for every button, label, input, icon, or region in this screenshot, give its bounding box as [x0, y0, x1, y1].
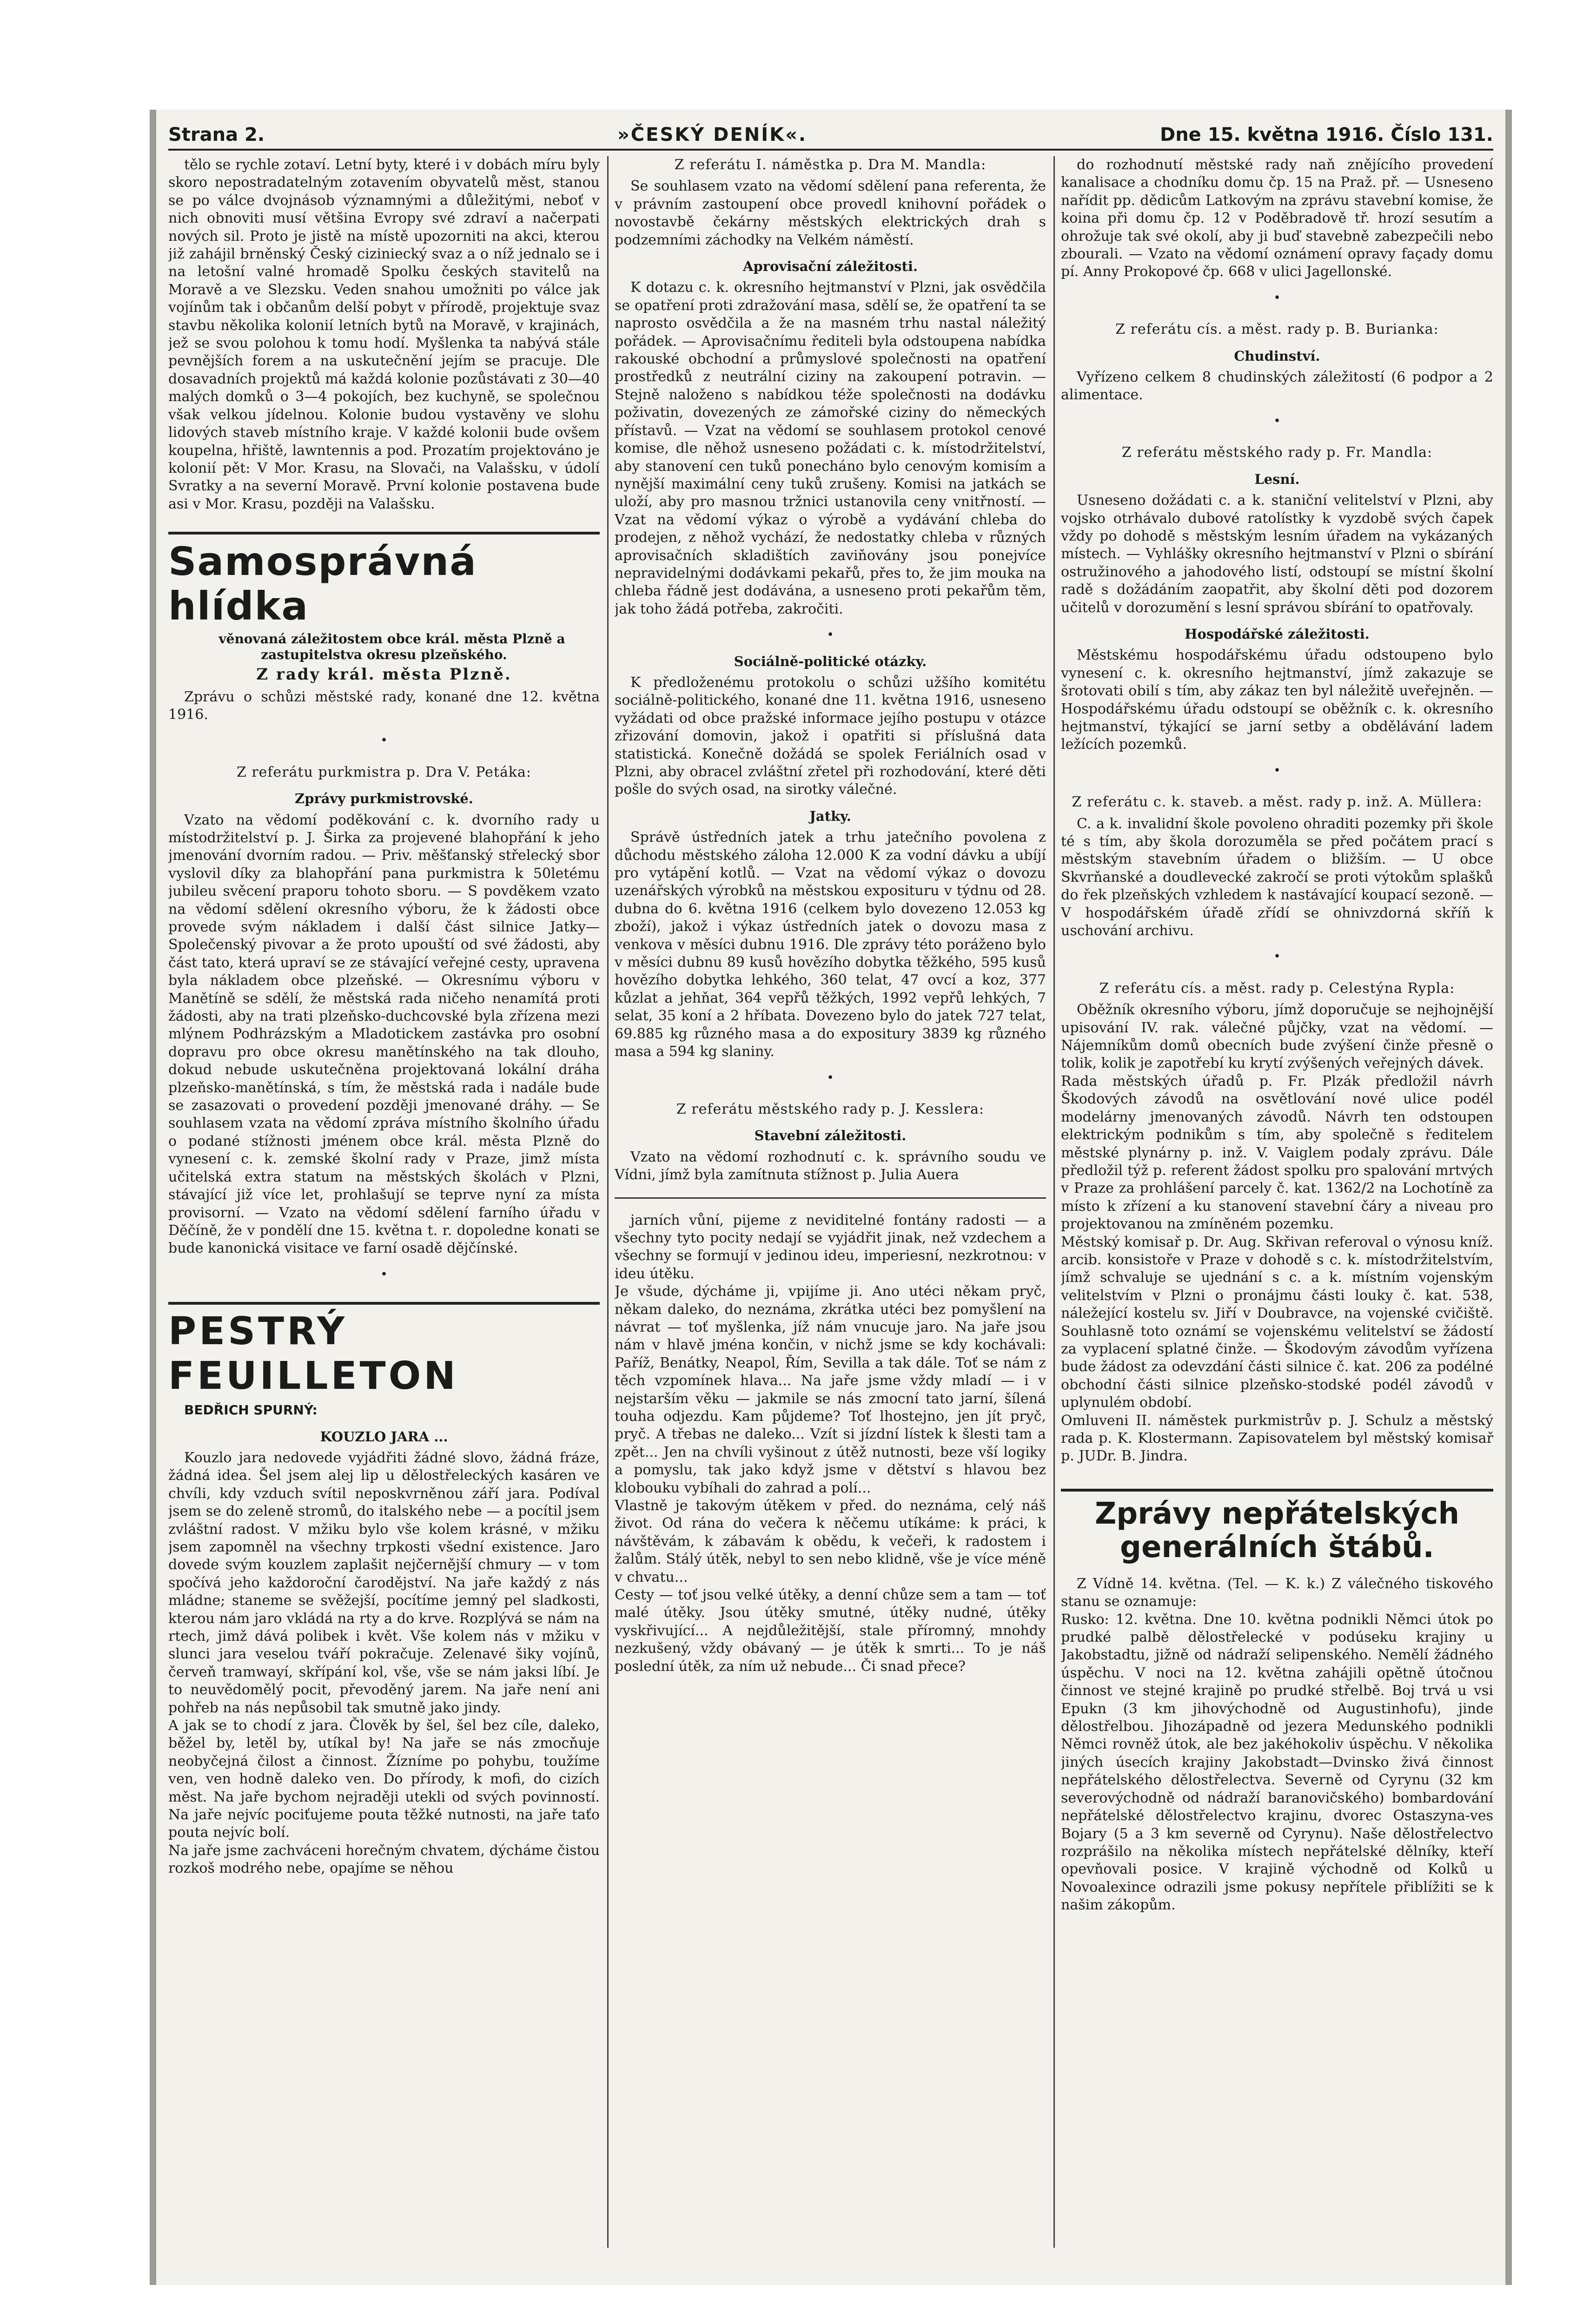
topic-heading: Zprávy purkmistrovské. [295, 791, 473, 807]
article-text: Usneseno dožádati c. a k. staniční velitelství v Plzni, aby vojsko otrhávalo dubové ratolístky k vyzdobě svých čapek vždy po dohodě s městským lesním úřadem na vykázaných místech. — Vyhlášky okresního hejtmanství v Plzni o sbírání ostružinového a jahodového listí, odstoupí se místní školní radě s dožádáním zaopatřit, aby školní děti pod dozorem učitelů v dorozumění s lesní správou sbírání to opatřovaly. [1061, 492, 1493, 616]
column-2 [615, 156, 1046, 2276]
referat-heading: Z referátu cís. a měst. rady p. Celestýna Rypla: [1099, 980, 1455, 997]
separator-dot [168, 731, 600, 749]
article-text: Vzato na vědomí rozhodnutí c. k. správního soudu ve Vídni, jímž byla zamítnuta stížnost p. Julia Auera [615, 1149, 1046, 1183]
referat-heading: Z referátu c. k. staveb. a měst. rady p. inž. A. Müllera: [1072, 794, 1483, 811]
separator-dot [1061, 761, 1493, 779]
article-text: do rozhodnutí městské rady naň znějícího provedení kanalisace a chodníku domu čp. 15 na Praž. př. — Usneseno nařídit pp. dědicům Latkovým na zprávu stavební komise, že koina při domu čp. 12 v Poděbradově tř. hrozí sesutím a ohrožuje tak své okolí, aby ji buď stavebně zabezpečili nebo zbourali. — Vzato na vědomí oznámení opravy façady domu pí. Anny Prokopové čp. 668 v ulici Jagellonské. [1061, 157, 1493, 280]
topic-heading: Sociálně-politické otázky. [734, 653, 927, 669]
section-divider [615, 1197, 1046, 1199]
article-text: Se souhlasem vzato na vědomí sdělení pana referenta, že v právním zastoupení obce provedl knihovní pořádek o novostavbě čekárny městských elektrických drah s podzemními záchodky na Velkém náměstí. [615, 178, 1046, 248]
masthead: »ČESKÝ DENÍK«. [617, 124, 808, 145]
page-edge-right [1505, 110, 1512, 2285]
article-text: C. a k. invalidní škole povoleno ohraditi pozemky při škole té s tím, aby škola dorozuměla se před počátem prací s městským stavebním úřadem o bližším. — U obce Skvrňanské a doudlevecké zakročí se proti výtokům splašků do řek plzeňských vzhledem k nastávající koupací sezoně. — V hospodářském úřadě zřídí se ohnivzdorná skříň k uschování archivu. [1061, 815, 1493, 939]
newspaper-page [150, 110, 1512, 2285]
topic-heading: Aprovisační záležitosti. [742, 258, 918, 275]
column-rule [1053, 156, 1055, 2248]
feuilleton-continuation: jarních vůní, pijeme z neviditelné fontány radosti — a všechny tyto pocity nedají se vyjádřit jinak, než vzdechem a všechny se formují v jedinou ideu, imperiesní, nezkrotnou: v ideu útěku. Je všude, dýcháme ji, vpijíme ji. Ano utéci někam pryč, někam daleko, do neznáma, zkrátka utéci bez pomyšlení na návrat — toť myšlenka, jíž nám vnucuje jaro. Na jaře jsou nám v hlavě jména končin, v nichž jsme se kdy kochávali: Paříž, Benátky, Neapol, Řím, Sevilla a tak dále. Toť se nám z těch vzpomínek hlava... Na jaře jsme vždy mladí — i v nejstarším věku — jakmile se nás zmocní tato jarní, šílená touha odjezdu. Kam půjdeme? Toť lhostejno, jen jít pryč, pryč. A třebas ne daleko... Vzít si jízdní lístek k šlesti tam a zpět... Jen na chvíli vyšinout z útěž nutnosti, beze vší logiky a pomyslu, tak jako když jsme v dětství s hlavou bez klobouku vybíhali do zahrad a polí... Vlastně je takovým útěkem v před. do neznáma, celý náš život. Od rána do večera k něčemu utíkáme: k práci, k návštěvám, k zábavám k obědu, k večeři, k radostem i žalům. Stálý útěk, nebyl to sen nebo klidně, vše je více méně v chvatu... Cesty — toť jsou velké útěky, a denní chůze sem a tam — toť malé útěky. Jsou útěky smutné, útěky nudné, útěky vyskřivující... A nejdůležitější, stale příromný, mnohdy nezkušený, vždy obávaný — je útěk k smrti... To je náš poslední útěk, za ním už nebude... Či snad přece? [615, 1212, 1046, 1675]
feuilleton-text: Kouzlo jara nedovede vyjádřiti žádné slovo, žádná fráze, žádná idea. Šel jsem alej lip u dělostřeleckých kasáren ve chvíli, kdy vzduch svítil neposkvrněnou září jara. Podíval jsem se do zeleně stromů, do italského nebe — a pocítil jsem zvláštní radost. V mžiku bylo vše kolem krásné, v mžiku jsem zapomněl na všechny trpkosti všední existence. Jaro dovede svým kouzlem zaplašit nejčernější chmury — v tom spočívá jeho každoroční čarodějství. Na jaře každý z nás mládne; staneme se svěžejší, pocítíme jemný pel sladkosti, kterou nám jaro vkládá na rty a do krve. Rozplývá se nám na rtech, jimž dává polibek i květ. Vše kolem nás v mžiku v slunci jara veselou tváří pokračuje. Zelenavé šiky vojínů, červeň tramwayí, skřípání kol, vše, vše se nám jaksi líbí. Je to neuvědomělý pocit, převoděný jarem. Na jaře není ani pohřeb na nás nepůsobil tak smutně jako jindy. A jak se to chodí z jara. Člověk by šel, šel bez cíle, daleko, běžel by, letěl by, utíkal by! Na jaře se nás zmocňuje neobyčejná čilost a činnost. Žízníme po pohybu, toužíme ven, ven hodně daleko ven. Do přírody, k mofi, do cizích měst. Na jaře bychom nejraději utekli od svých povinností. Na jaře nejvíc pociťujeme pouta těžké nutnosti, na jaře taťo pouta nejvíc bolí. Na jaře jsme zachváceni horečným chvatem, dýcháme čistou rozkoš modrého nebe, opajíme se něhou [168, 1449, 600, 1877]
referat-heading: Z referátu I. náměstka p. Dra M. Mandla: [674, 157, 987, 173]
article-text: Správě ústředních jatek a trhu jatečního povolena z důchodu městského záloha 12.000 K za vodní dávku a ubíjí pro vytápění kotlů. — Vzat na vědomí výkaz o dovozu uzenářských výrobků na městskou exposituru v týdnu od 28. dubna do 6. května 1916 (celkem bylo dovezeno 12.053 kg zboží), jakož i výkaz ústředních jatek o dovozu masa z venkova v měsíci dubnu 1916. Dle zprávy této poráženo bylo v měsíci dubnu 89 kusů hovězího dobytka těžkého, 595 kusů hovězího dobytka lehkého, 360 telat, 47 ovcí a koz, 377 kůzlat a jehňat, 364 vepřů těžkých, 1992 vepřů lehkých, 7 selat, 35 koní a 2 hříbata. Dovezeno bylo do jatek 727 telat, 69.885 kg různého masa a do expositury 3839 kg různého masa a 594 kg slaniny. [615, 829, 1046, 1060]
subsection-heading: Z rady král. města Plzně. [256, 665, 512, 684]
feuilleton-heading: KOUZLO JARA ... [320, 1428, 448, 1445]
page-header [168, 121, 1493, 151]
topic-heading: Lesní. [1254, 471, 1300, 487]
separator-dot [1061, 947, 1493, 965]
page-edge-left [150, 110, 156, 2285]
topic-heading: Jatky. [809, 808, 851, 824]
topic-heading: Stavební záležitosti. [754, 1128, 907, 1144]
war-news-title: Zprávy nepřátelských generálních štábů. [1061, 1489, 1493, 1564]
article-text: K dotazu c. k. okresního hejtmanství v Plzni, jak osvědčila se opatření proti zdražování masa, sdělí se, že opatření ta se naprosto osvědčila a že na masném trhu nastal náležitý pořádek. — Aprovisačnímu řediteli byla odstoupena nabídka rakouské obchodní a průmyslové společnosti na opatření prostředků z neutrální ciziny na zakoupení potravin. — Stejně naloženo s nabídkou téže společnosti na dodávku poživatin, dovezených ze zámořské ciziny do německých přístavů. — Vzat na vědomí se souhlasem protokol cenové komise, dle něhož usneseno požádati c. k. místodržitelství, aby stanovení cen tuků ponecháno bylo cenovým komisím a nynější maximální ceny tuků zrušeny. Komisi na jatkách se uloží, aby pro masnou tržnici ustanovila ceny vnitřností. — Vzat na vědomí výkaz o výrobě a vydávání chleba do prodejen, z něhož vychází, že nedostatky chleba v různých aprovisačních skladištích zaviňovány jsou ponejvíce nepravidelnými dodávkami pekařů, přes to, že jim mouka na chleba řádně jest dodávána, a usneseno proti pekařům těm, jak toho žádá potřeba, zakročiti. [615, 279, 1046, 617]
page-number: Strana 2. [168, 124, 265, 145]
article-text: Vyřízeno celkem 8 chudinských záležitostí (6 podpor a 2 alimentace. [1061, 369, 1493, 403]
feuilleton-title: PESTRÝ FEUILLETON [168, 1302, 600, 1399]
topic-heading: Chudinství. [1234, 348, 1320, 364]
article-text: tělo se rychle zotaví. Letní byty, které i v dobách míru byly skoro nepostradatelným zotavením obyvatelů měst, stanou se po válce dvojnásob významnými a důležitými, neboť v nich obnoviti musí většina Evropy své zdraví a načerpati nových sil. Proto je jistě na místě upozorniti na akci, kterou již zahájil brněnský Český ciziniecký svaz a o níž jednalo se i na letošní valné hromadě Spolku českých stavitelů na Moravě a ve Slezsku. Veden snahou umožniti po válce jak vojínům tak i občanům delší pobyt v přírodě, projektuje svaz stavbu několika kolonií letních bytů na Moravě, v krajinách, jež se svou polohou k tomu hodí. Myšlenka ta nabývá stále pevnějších forem a na uskutečnění jejím se pracuje. Dle dosavadních projektů má každá kolonie pozůstávati z 30—40 malých domků o 3—4 pokojích, bez kuchyně, se společnou však velkou jídelnou. Kolonie budou vystavěny ve slohu lidových staveb místního kraje. V každé kolonii bude ovšem koupelna, hřiště, lawntennis a pod. Prozatím projektováno je kolonií pět: V Mor. Krasu, na Slovači, na Valašsku, v údolí Svratky a na severní Moravě. První kolonie postavena bude asi v Mor. Krasu, později na Valašsku. [168, 157, 600, 512]
separator-dot [615, 626, 1046, 644]
referat-heading: Z referátu městského rady p. J. Kesslera: [676, 1101, 985, 1117]
referat-heading: Z referátu cís. a měst. rady p. B. Burianka: [1115, 321, 1439, 338]
referat-heading: Z referátu městského rady p. Fr. Mandla: [1121, 444, 1433, 461]
war-news-text: Z Vídně 14. května. (Tel. — K. k.) Z válečného tiskového stanu se oznamuje: Rusko: 12. května. Dne 10. května podnikli Němci útok po prudké palbě dělostřelecké v podúseku krajiny u Jakobstadtu, jižně od nádraží selipenského. Nemělí žádného úspěchu. V noci na 12. května zahájili opětně útočnou činnost ve stejné krajině po prudké střelbě. Boj trvá u vsi Epukn (3 km jihovýchodně od Augustinhofu), jinde dělostřelbou. Jihozápadně od jezera Medunského podnikli Němci rovněž útok, ale bez jakéhokoliv úspěchu. V několika jiných úsecích krajiny Jakobstadt—Dvinsko živá činnost nepřátelského dělostřelectva. Severně od Cyrynu (32 km severovýchodně od nádraží baranovičského) bombardování nepřátelské dělostřelectvo krajinu, dvorec Ostaszyna-ves Bojary (5 a 3 km severně od Cyrynu). Naše dělostřelectvo rozprášilo na několika místech nepřátelské dělníky, kteří opevňovali posice. V krajině východně od Kolků u Novoalexince odrazili jsme pokusy nepřítele přiblížiti se k našim zákopům. [1061, 1575, 1493, 1914]
separator-dot [1061, 289, 1493, 307]
column-rule [607, 156, 609, 2248]
column-3 [1061, 156, 1493, 2276]
article-text: Zprávu o schůzi městské rady, konané dne 12. května 1916. [168, 688, 600, 723]
article-text: Oběžník okresního výboru, jímž doporučuje se nejhojnější upisování IV. rak. válečné půjčky, vzat na vědomí. — Nájemníkům domů obecních bude zvýšení činže přesně o tolik, kolik je zapotřebí ku krytí zvýšených veřejných dávek. Rada městských úřadů p. Fr. Plzák předložil návrh Škodových závodů na osvětlování nové ulice podél modelárny jmenovaných závodů. Návrh ten odstoupen elektrickým podnikům s tím, aby společně s ředitelem městské plynárny p. inž. V. Vaiglem podaly zprávu. Dále předložil týž p. referent žádost spolku pro spalování mrtvých v Praze za prohlášení parcely č. kat. 1362/2 na Lochotíně za místo k zřízení a ku stanovení stavební čáry a niveau pro projektovanou na zmíněném pozemku. Městský komisař p. Dr. Aug. Skřivan referoval o výnosu kníž. arcib. konsistoře v Praze v dohodě s c. k. místodržitelstvím, jímž schvaluje se ujednání s c. a k. místním vojenským velitelstvím v Plzni o pronájmu části louky č. kat. 538, náležející kostelu sv. Jiří v Doubravce, na vojenské cvičiště. Souhlasně toto oznámí se vojenskému velitelství se žádostí za vyplacení splatné činže. — Škodovým závodům vyřízena bude žádost za odevzdání části silnice č. kat. 206 za podélné obchodní části silnice plzeňsko-stodské podél závodů v uplynulém období. Omluveni II. náměstek purkmistrův p. J. Schulz a městský rada p. K. Klostermann. Zapisovatelem byl městský komisař p. JUDr. B. Jindra. [1061, 1002, 1493, 1465]
section-subtitle: věnovaná záležitostem obce král. města Plzně a zastupitelstva okresu plzeňského. [219, 631, 565, 663]
section-title: Samosprávná hlídka [168, 532, 600, 628]
separator-dot [168, 1265, 600, 1283]
separator-dot [615, 1069, 1046, 1087]
separator-dot [1061, 412, 1493, 430]
article-text: K předloženému protokolu o schůzi užšího komitétu sociálně-politického, konané dne 11. května 1916, usneseno vyžádati od obce pražské informace jejího postupu v otázce zřizování domovin, jakož i opatřiti si příslušná data statistická. Konečně dožádá se spolek Feriálních osad v Plzni, aby obracel zvláštní zřetel při rozhodování, které děti pošle do svých osad, na sirotky válečné. [615, 674, 1046, 798]
referat-heading: Z referátu purkmistra p. Dra V. Petáka: [236, 764, 532, 780]
issue-date: Dne 15. května 1916. Číslo 131. [1160, 124, 1493, 145]
column-1 [168, 156, 600, 2276]
topic-heading: Hospodářské záležitosti. [1185, 626, 1370, 642]
article-text: Městskému hospodářskému úřadu odstoupeno bylo vynesení c. k. okresního hejtmanství, jímž zakazuje se šrotovati obilí s tím, aby zákaz ten byl náležitě uveřejněn. — Hospodářskému úřadu odstoupí se oběžník c. k. okresního hejtmanství, týkající se jarní setby a obdělávání ladem ležících pozemků. [1061, 647, 1493, 753]
feuilleton-author: BEDŘICH SPURNÝ: [184, 1402, 318, 1418]
article-text: Vzato na vědomí poděkování c. k. dvorního rady u místodržitelství p. J. Širka za projevené blahopřání k jeho jmenování dvorním radou. — Priv. měšťanský střelecký sbor vyslovil díky za blahopřání pana purkmistra k 50letému jubileu svěcení praporu tohoto sboru. — S povděkem vzato na vědomí sdělení okresního výboru, že k žádosti obce provede svým nákladem i další část silnice Jatky—Společenský pivovar a že proto upouští od své žádosti, aby část tato, která upraví se ze stávající veřejné cesty, upravena byla nákladem obce plzeňské. — Okresnímu výboru v Manětíně se sdělí, že městská rada ničeho nenamítá proti žádosti, aby na trati plzeňsko-duchcovské byla zřízena mezi mlýnem Podhrázským a Mladotickem zastávka pro osobní dopravu pro obce okresu manětínského na tak dlouho, dokud nebude uskutečněna projektovaná lokální dráha plzeňsko-manětínská, s tím, že městská rada i nadále bude se zasazovati o provedení později jmenované dráhy. — Se souhlasem vzata na vědomí zpráva místního školního úřadu o podané stížnosti jménem obce král. města Plzně do vynesení c. k. zemské školní rady v Praze, jimž místa učitelská extra statum na městských školách v Plzni, stávající již více let, prohlašují se teprve nyní za místa provisorní. — Vzato na vědomí sdělení farního úřadu v Děčíně, že v pondělí dne 15. května t. r. dopoledne konati se bude kanonická visitace ve farní osadě dějčínské. [168, 812, 600, 1257]
